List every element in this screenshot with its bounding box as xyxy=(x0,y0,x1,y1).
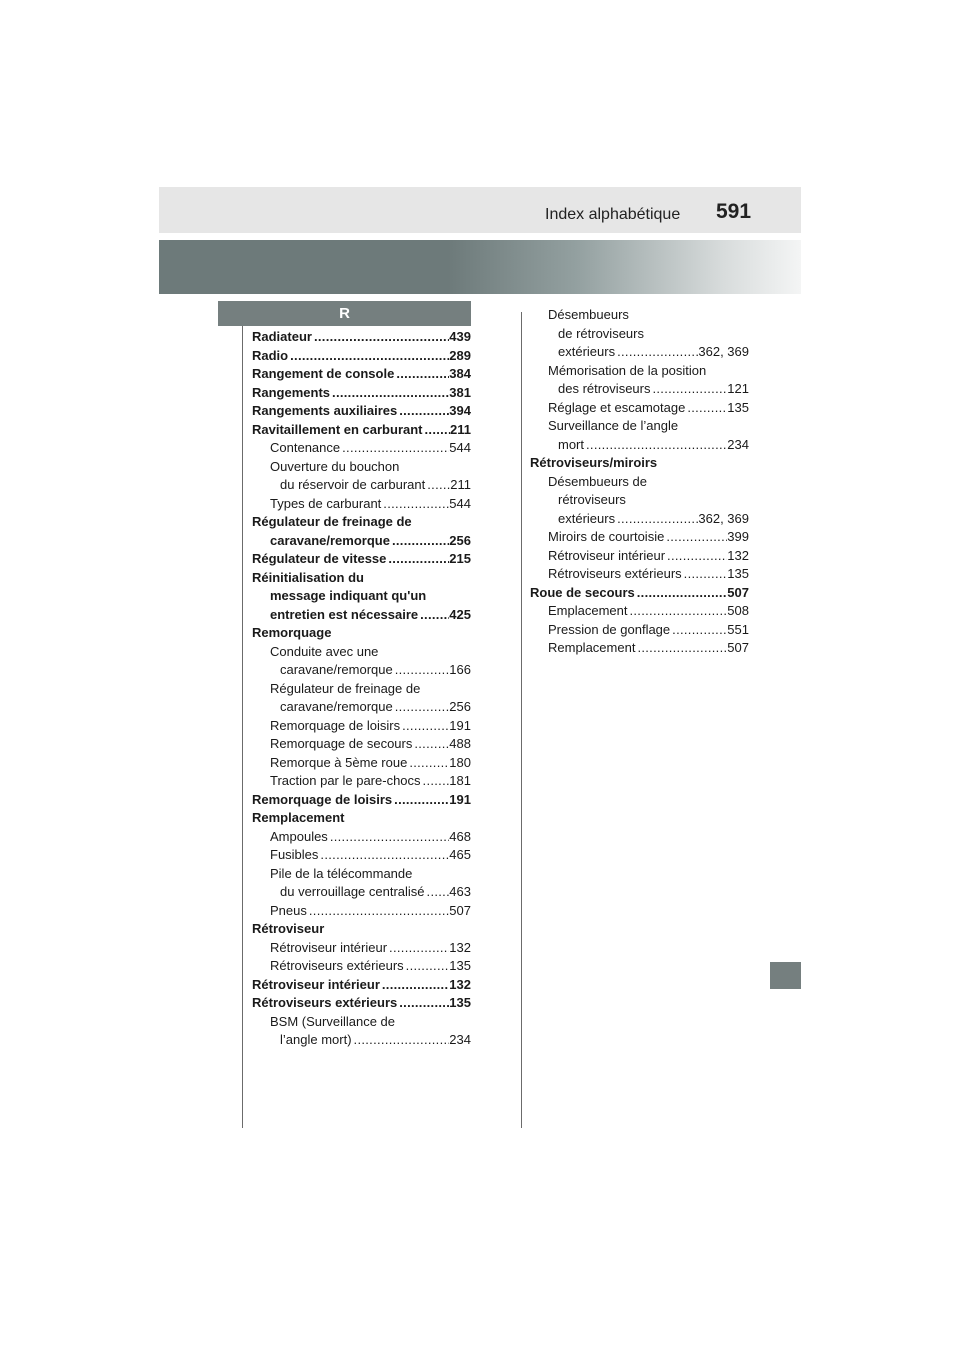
header-band xyxy=(159,240,801,294)
index-entry-page: 215 xyxy=(449,551,471,566)
index-entry-text: Remorquage xyxy=(252,625,332,640)
index-entry xyxy=(252,384,471,403)
dot-leader xyxy=(393,698,450,717)
dot-leader xyxy=(664,528,727,547)
side-thumb-tab xyxy=(770,962,801,989)
column-divider-middle xyxy=(521,312,522,1128)
index-entry-page: 132 xyxy=(727,547,749,563)
index-entry-text: rétroviseurs xyxy=(558,492,626,507)
index-entry-page: 234 xyxy=(449,1032,471,1047)
index-entry-text: extérieurs xyxy=(558,510,616,526)
index-entry xyxy=(252,957,471,976)
index-entry-text: extérieurs xyxy=(558,344,616,359)
index-entry xyxy=(252,624,471,643)
index-entry xyxy=(530,436,749,455)
index-entry-page: 507 xyxy=(449,902,471,918)
page-title: Index alphabétique xyxy=(545,206,681,223)
dot-leader xyxy=(627,602,727,621)
index-entry-page: 394 xyxy=(449,403,471,418)
index-entry xyxy=(252,1013,471,1032)
index-entry-text: BSM (Surveillance de xyxy=(270,1013,395,1029)
index-entry-text: Traction par le pare-chocs xyxy=(270,773,421,788)
index-entry xyxy=(252,513,471,532)
index-entry xyxy=(252,735,471,754)
index-entry-text: Rangements auxiliaires xyxy=(252,403,398,418)
dot-leader xyxy=(584,436,727,455)
index-entry-text: Remplacement xyxy=(548,640,636,655)
index-entry-text: Fusibles xyxy=(270,847,319,862)
index-entry-page: 362, 369 xyxy=(698,344,749,359)
index-entry-text: Remorquage de loisirs xyxy=(270,717,401,733)
index-entry xyxy=(530,565,749,584)
dot-leader xyxy=(407,754,449,773)
index-entry xyxy=(252,698,471,717)
index-entry-text: entretien est nécessaire xyxy=(270,606,419,622)
index-entry-text: mort xyxy=(558,436,584,452)
index-entry xyxy=(252,939,471,958)
index-entry xyxy=(530,547,749,566)
index-entry-page: 551 xyxy=(727,621,749,637)
index-entry-page: 507 xyxy=(727,584,749,600)
index-entry-text: Conduite avec une xyxy=(270,643,379,659)
index-entry xyxy=(530,621,749,640)
index-entry-page: 135 xyxy=(449,958,471,973)
index-entry xyxy=(530,399,749,418)
index-entry-text: message indiquant qu'un xyxy=(270,588,427,603)
dot-leader xyxy=(682,565,728,584)
index-entry-page: 211 xyxy=(450,421,471,437)
dot-leader xyxy=(340,439,449,458)
index-entry xyxy=(252,1031,471,1050)
index-entry-page: 468 xyxy=(449,828,471,844)
index-entry xyxy=(530,343,749,362)
dot-leader xyxy=(665,547,727,566)
dot-leader xyxy=(307,902,449,921)
dot-leader xyxy=(390,532,449,551)
dot-leader xyxy=(650,380,727,399)
index-entry-text: Régulateur de freinage de xyxy=(270,680,421,696)
dot-leader xyxy=(318,846,449,865)
index-entry-text: Désembueurs xyxy=(548,307,629,322)
dot-leader xyxy=(670,621,727,640)
index-entry xyxy=(252,365,471,384)
index-entry-page: 135 xyxy=(449,995,471,1010)
dot-leader xyxy=(615,510,698,529)
dot-leader xyxy=(418,606,449,625)
index-entry-page: 289 xyxy=(449,347,471,363)
index-entry-page: 135 xyxy=(727,566,749,581)
dot-leader xyxy=(394,365,449,384)
index-entry-text: Contenance xyxy=(270,440,341,455)
index-entry-text: du verrouillage centralisé xyxy=(280,884,425,899)
index-entry-page: 544 xyxy=(449,440,471,455)
dot-leader xyxy=(425,883,450,902)
index-entry-text: Remorquage de secours xyxy=(270,736,413,751)
index-entry-text: Ouverture du bouchon xyxy=(270,458,400,474)
dot-leader xyxy=(387,939,449,958)
index-entry-text: Pression de gonflage xyxy=(548,621,671,637)
dot-leader xyxy=(615,343,698,362)
index-entry xyxy=(252,754,471,773)
index-entry-page: 508 xyxy=(727,603,749,618)
index-entry xyxy=(530,528,749,547)
index-entry-text: Rétroviseurs extérieurs xyxy=(548,566,682,581)
index-entry-text: Radio xyxy=(252,347,289,363)
index-entry-page: 191 xyxy=(449,717,471,733)
dot-leader xyxy=(421,772,450,791)
index-entry xyxy=(252,994,471,1013)
dot-leader xyxy=(328,828,449,847)
index-entry-text: Réinitialisation du xyxy=(252,569,364,585)
index-column-1 xyxy=(252,328,471,1050)
index-entry xyxy=(252,439,471,458)
dot-leader xyxy=(330,384,449,403)
index-entry xyxy=(252,846,471,865)
index-entry-text: Surveillance de l’angle xyxy=(548,418,679,433)
index-entry xyxy=(252,402,471,421)
index-entry xyxy=(252,550,471,569)
index-entry-page: 544 xyxy=(449,495,471,511)
index-entry-text: Remorquage de loisirs xyxy=(252,791,393,807)
index-entry-text: du réservoir de carburant xyxy=(280,477,426,492)
dot-leader xyxy=(635,639,727,658)
section-letter-tab xyxy=(218,301,471,326)
section-letter: R xyxy=(339,305,350,322)
index-entry xyxy=(252,809,471,828)
index-entry-page: 181 xyxy=(449,773,471,788)
index-entry xyxy=(252,458,471,477)
index-entry xyxy=(252,476,471,495)
column-divider-left xyxy=(242,326,243,1128)
index-entry-text: Radiateur xyxy=(252,329,312,344)
index-entry-page: 191 xyxy=(449,791,471,807)
index-entry xyxy=(252,772,471,791)
index-entry-text: Emplacement xyxy=(548,603,628,618)
index-entry-page: 384 xyxy=(449,366,471,381)
index-entry-text: Pile de la télécommande xyxy=(270,865,413,881)
dot-leader xyxy=(685,399,727,418)
index-entry-page: 166 xyxy=(449,662,471,677)
index-entry xyxy=(530,602,749,621)
index-entry-text: caravane/remorque xyxy=(270,532,390,548)
index-entry-page: 425 xyxy=(449,606,471,622)
dot-leader xyxy=(288,347,449,366)
index-entry xyxy=(252,532,471,551)
dot-leader xyxy=(380,976,449,995)
index-entry-text: Remorque à 5ème roue xyxy=(270,754,408,770)
index-entry-page: 381 xyxy=(449,384,471,400)
index-entry-page: 234 xyxy=(727,436,749,452)
index-entry xyxy=(252,920,471,939)
index-entry xyxy=(252,661,471,680)
dot-leader xyxy=(352,1031,450,1050)
index-entry-text: caravane/remorque xyxy=(280,699,393,714)
index-entry-page: 439 xyxy=(449,329,471,344)
index-entry xyxy=(252,328,471,347)
index-entry xyxy=(530,510,749,529)
index-entry-text: Ravitaillement en carburant xyxy=(252,421,423,437)
index-entry-page: 121 xyxy=(727,381,749,396)
index-entry-page: 399 xyxy=(727,529,749,544)
index-entry xyxy=(252,587,471,606)
index-entry-text: Désembueurs de xyxy=(548,473,647,489)
index-entry-text: Rétroviseurs extérieurs xyxy=(252,995,398,1010)
index-entry xyxy=(530,454,749,473)
index-entry-text: Réglage et escamotage xyxy=(548,399,686,415)
dot-leader xyxy=(425,476,450,495)
index-entry-text: Rétroviseurs extérieurs xyxy=(270,958,404,973)
index-entry-page: 507 xyxy=(727,640,749,655)
index-entry-page: 362, 369 xyxy=(698,510,749,526)
dot-leader xyxy=(397,994,449,1013)
dot-leader xyxy=(397,402,449,421)
index-entry xyxy=(252,865,471,884)
index-entry-text: Types de carburant xyxy=(270,495,382,511)
index-entry xyxy=(252,791,471,810)
index-entry-page: 465 xyxy=(449,847,471,862)
index-entry xyxy=(252,495,471,514)
index-entry-page: 211 xyxy=(450,477,471,492)
index-entry xyxy=(252,883,471,902)
index-entry xyxy=(530,584,749,603)
index-entry xyxy=(252,347,471,366)
dot-leader xyxy=(393,661,450,680)
index-entry xyxy=(530,473,749,492)
index-entry-text: Régulateur de vitesse xyxy=(252,551,387,566)
index-entry-text: Rangements xyxy=(252,384,331,400)
index-entry-text: Miroirs de courtoisie xyxy=(548,529,665,544)
dot-leader xyxy=(423,421,451,440)
index-entry-text: Pneus xyxy=(270,902,307,918)
header-bar xyxy=(159,187,801,233)
index-entry xyxy=(530,306,749,325)
index-entry xyxy=(530,380,749,399)
dot-leader xyxy=(635,584,728,603)
index-entry-text: Rétroviseurs/miroirs xyxy=(530,455,658,470)
dot-leader xyxy=(392,791,449,810)
index-entry-page: 256 xyxy=(449,532,471,548)
index-entry xyxy=(252,606,471,625)
index-entry-page: 135 xyxy=(727,399,749,415)
index-entry-text: Rétroviseur intérieur xyxy=(252,976,380,992)
index-entry-text: de rétroviseurs xyxy=(558,325,644,341)
index-entry-page: 463 xyxy=(449,884,471,899)
index-entry xyxy=(252,976,471,995)
index-entry-page: 180 xyxy=(449,754,471,770)
index-entry xyxy=(252,717,471,736)
index-entry-text: caravane/remorque xyxy=(280,662,393,677)
index-entry xyxy=(252,643,471,662)
dot-leader xyxy=(400,717,449,736)
index-entry-page: 256 xyxy=(449,699,471,714)
dot-leader xyxy=(404,957,450,976)
index-entry xyxy=(252,421,471,440)
index-entry xyxy=(252,569,471,588)
index-entry xyxy=(530,325,749,344)
index-entry-page: 132 xyxy=(449,976,471,992)
index-entry-text: des rétroviseurs xyxy=(558,381,651,396)
index-entry xyxy=(252,680,471,699)
index-entry-text: Roue de secours xyxy=(530,584,635,600)
index-entry-text: Remplacement xyxy=(252,810,345,825)
index-entry xyxy=(252,828,471,847)
index-entry-text: Rangement de console xyxy=(252,366,395,381)
index-entry xyxy=(530,639,749,658)
dot-leader xyxy=(386,550,449,569)
page-number: 591 xyxy=(716,200,752,223)
index-entry xyxy=(530,362,749,381)
dot-leader xyxy=(381,495,449,514)
dot-leader xyxy=(312,328,449,347)
index-entry xyxy=(252,902,471,921)
index-entry-text: Rétroviseur intérieur xyxy=(270,939,388,955)
index-entry-text: Rétroviseur xyxy=(252,921,325,936)
index-entry-page: 488 xyxy=(449,736,471,751)
index-entry-text: Ampoules xyxy=(270,828,328,844)
index-entry-page: 132 xyxy=(449,939,471,955)
index-entry-text: l’angle mort) xyxy=(280,1032,352,1047)
dot-leader xyxy=(412,735,449,754)
index-column-2 xyxy=(530,306,749,658)
index-entry xyxy=(530,417,749,436)
index-entry-text: Régulateur de freinage de xyxy=(252,514,412,529)
index-entry xyxy=(530,491,749,510)
index-entry-text: Rétroviseur intérieur xyxy=(548,547,666,563)
index-entry-text: Mémorisation de la position xyxy=(548,362,707,378)
